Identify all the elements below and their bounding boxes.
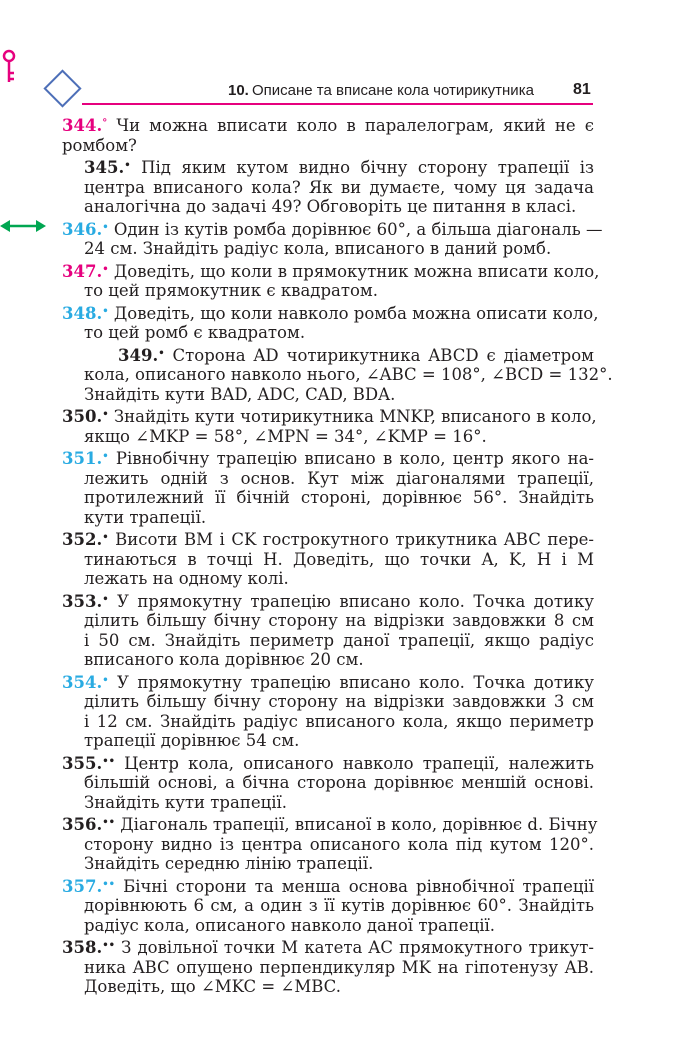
page-number: 81 bbox=[573, 81, 591, 98]
diamond-icon bbox=[43, 69, 81, 107]
problem-348: 348.• Доведіть, що коли навколо ромба можна описати коло, то цей ромб є квадратом. bbox=[62, 303, 599, 342]
double-arrow-icon bbox=[0, 219, 46, 233]
problem-347: 347.• Доведіть, що коли в прямокутник можна вписати коло, то цей прямокутник є квадратом. bbox=[62, 261, 600, 300]
problem-number: 345.• bbox=[84, 158, 131, 177]
problem-345: 345.• Під яким кутом видно бічну сторону трапеції із центра вписаного кола? Як ви думаєте, чому ця задача аналогічна до задачі 49? Обговоріть це питання в класі. bbox=[84, 158, 595, 216]
problem-number: 354.• bbox=[62, 672, 109, 692]
chapter-number: 10. bbox=[228, 82, 249, 99]
problem-353: 353.• У прямокутну трапецію вписано коло. Точка дотику ділить більшу бічну сторону на відрізки завдовжки 8 см і 50 см. Знайдіть периметр даної трапеції, якщо радіус вписаного кола дорівнює 20 см. bbox=[62, 591, 594, 669]
problem-358: 358.•• З довільної точки M катета AC прямокутного трикут- ника ABC опущено перпендикуляр MK на гіпотенузу AB. Доведіть, що ∠MKC = ∠MBC. bbox=[62, 938, 594, 996]
problem-number: 353.• bbox=[62, 591, 109, 611]
problem-number: 349.• bbox=[118, 345, 165, 365]
problem-351: 351.• Рівнобічну трапецію вписано в коло, центр якого на- лежить одній з основ. Кут між діагоналями трапеції, протилежний її бічній стороні, дорівнює 56°. Знайдіть кути трапеції. bbox=[62, 449, 594, 527]
problem-number: 351.• bbox=[62, 449, 109, 468]
problem-list bbox=[62, 116, 613, 1000]
problem-number: 346.• bbox=[62, 219, 109, 239]
problem-349: 349.• Сторона AD чотирикутника ABCD є діаметром кола, описаного навколо нього, ∠ABC = 108°, ∠BCD = 132°. Знайдіть кути BAD, ADC, CAD, BDA. bbox=[84, 345, 613, 404]
problem-number: 344.° bbox=[62, 116, 108, 135]
problem-number: 356.•• bbox=[62, 815, 115, 834]
problem-352: 352.• Висоти BM і CK гострокутного трикутника ABC пере- тинаються в точці H. Доведіть, що точки A, K, H і M лежать на одному колі. bbox=[62, 530, 595, 588]
problem-number: 357.•• bbox=[62, 876, 115, 896]
problem-number: 348.• bbox=[62, 303, 109, 323]
problem-354: 354.• У прямокутну трапецію вписано коло. Точка дотику ділить більшу бічну сторону на відрізки завдовжки 3 см і 12 см. Знайдіть радіус вписаного кола, якщо периметр трапеції дорівнює 54 см. bbox=[62, 672, 594, 750]
problem-number: 355.•• bbox=[62, 753, 115, 773]
problem-number: 352.• bbox=[62, 530, 109, 549]
problem-number: 347.• bbox=[62, 261, 109, 281]
problem-346: 346.• Один із кутів ромба дорівнює 60°, а більша діагональ — 24 см. Знайдіть радіус кола, вписаного в даний ромб. bbox=[62, 219, 603, 258]
chapter-title: Описане та вписане кола чотирикутника bbox=[252, 82, 534, 99]
page-header bbox=[40, 70, 640, 110]
problem-350: 350.• Знайдіть кути чотирикутника MNKP, вписаного в коло, якщо ∠MKP = 58°, ∠MPN = 34°, ∠KMP = 16°. bbox=[62, 407, 597, 446]
problem-number: 350.• bbox=[62, 407, 109, 426]
problem-357: 357.•• Бічні сторони та менша основа рівнобічної трапеції дорівнюють 6 см, а один з її кутів дорівнює 60°. Знайдіть радіус кола, описаного навколо даної трапеції. bbox=[62, 876, 594, 935]
header-rule bbox=[82, 103, 593, 105]
problem-356: 356.•• Діагональ трапеції, вписаної в коло, дорівнює d. Бічну сторону видно із центра описаного кола під кутом 120°. Знайдіть середню лінію трапеції. bbox=[62, 815, 598, 873]
problem-344: 344.° Чи можна вписати коло в паралелограм, який не є ромбом? bbox=[62, 116, 594, 155]
problem-number: 358.•• bbox=[62, 938, 115, 957]
key-icon bbox=[0, 49, 18, 85]
problem-355: 355.•• Центр кола, описаного навколо трапеції, належить більшій основі, а бічна сторона дорівнює меншій основі. Знайдіть кути трапеції. bbox=[62, 753, 594, 812]
